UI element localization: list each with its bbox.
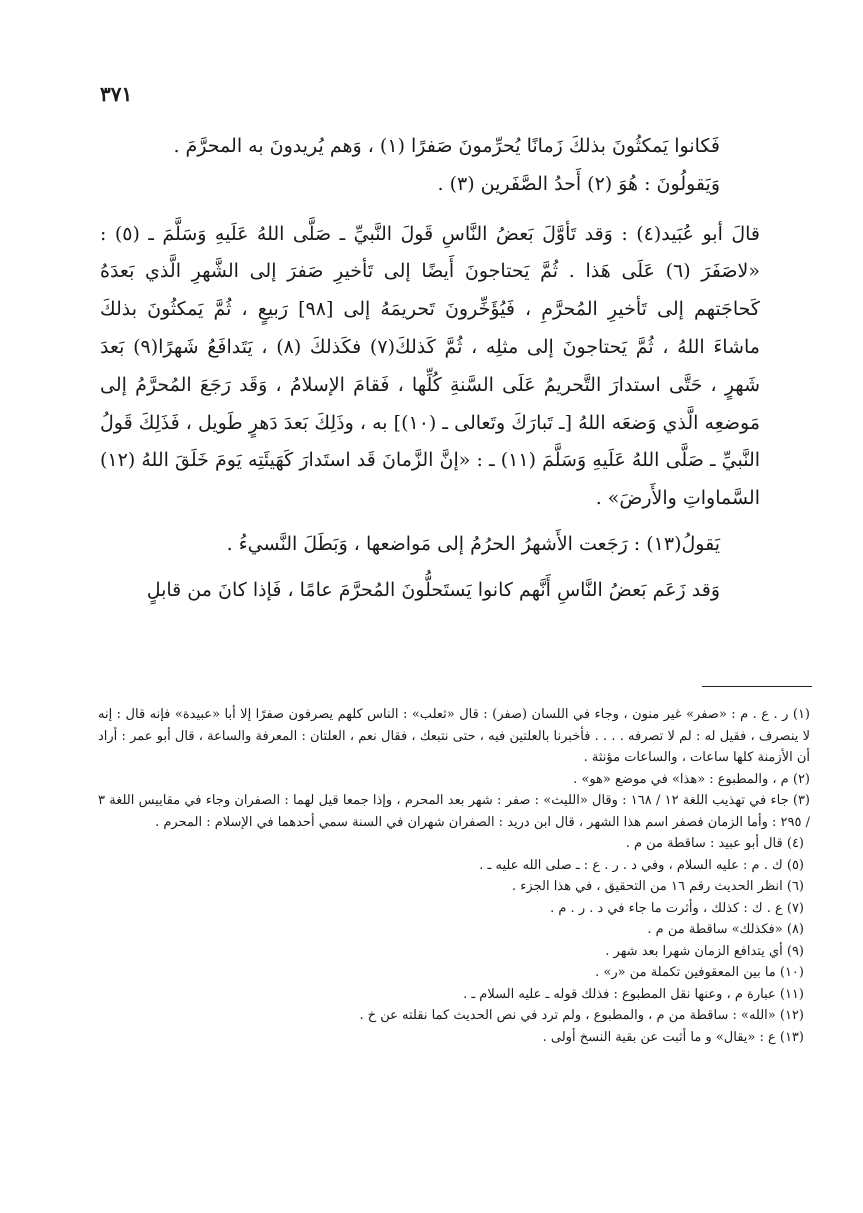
- paragraph: قالَ أبو عُبَيد(٤) : وَقد تَأوَّلَ بَعضُ النَّاسِ قَولَ النَّبيِّ ـ صَلَّى اللهُ عَلَيهِ وَسَلَّمَ ـ (٥) : «لاصَفَرَ (٦) عَلَى هَذا . ثُمَّ يَحتاجونَ أَيضًا إلى تَأخيرِ صَفرَ إلى الشَّهرِ الَّذي بَعدَهُ كَحاجَتهم إلى تَأخيرِ المُحرَّمِ ، فَيُؤَخِّرونَ تَحريمَهُ إلى [٩٨] رَبيعٍ ، ثُمَّ يَمكثُونَ بذلكَ ماشاءَ اللهُ ، ثُمَّ يَحتاجونَ إلى مثلِه ، ثُمَّ كَذلكَ(٧) فكَذلكَ (٨) ، يَتَدافَعُ شَهرًا(٩) بَعدَ شَهرٍ ، حَتَّى استدارَ التَّحريمُ عَلَى السَّنةِ كُلِّها ، فَقامَ الإسلامُ ، وَقَد رَجَعَ المُحرَّمُ إلى مَوضعِه الَّذي وَضعَه اللهُ [ـ تَبارَكَ وتَعالى ـ (١٠)] به ، وذَلِكَ بَعدَ دَهرٍ طَويل ، فَذَلِكَ قَولُ النَّبيِّ ـ صَلَّى اللهُ عَلَيهِ وَسَلَّمَ (١١) ـ : «إنَّ الزَّمانَ قَد استَدارَ كَهَيئَتِه يَومَ خَلَقَ اللهُ (١٢) السَّماواتِ والأَرضَ» .: [100, 222, 761, 510]
- paragraph: يَقولُ(١٣) : رَجَعت الأَشهرُ الحرُمُ إلى مَواضعها ، وَبَطَلَ النَّسيءُ .: [226, 532, 720, 555]
- paragraph: وَيَقولُونَ : هُوَ (٢) أَحدُ الصَّفَرين (٣) .: [437, 172, 720, 195]
- page-number: ٣٧١: [100, 82, 133, 106]
- footnote: (٥) ك . م : عليه السلام ، وفي د . ر . ع : ـ صلى الله عليه ـ .: [479, 857, 804, 873]
- paragraph: فَكانوا يَمكثُونَ بذلكَ زَمانًا يُحرِّمونَ صَفرًا (١) ، وَهم يُريدونَ به المحرَّمَ .: [173, 135, 720, 157]
- main-text: [100, 128, 760, 610]
- footnote: (١٠) ما بين المعقوفين تكملة من «ر» .: [595, 965, 804, 980]
- footnote: (٦) انظر الحديث رقم ١٦ من التحقيق ، في هذا الجزء .: [512, 879, 804, 894]
- footnote: (٤) قال أبو عبيد : ساقطة من م .: [625, 836, 804, 851]
- footnote: (١٣) ع : «يقال» و ما أثبت عن بقية النسخ أولى .: [542, 1029, 804, 1045]
- footnote: (٢) م ، والمطبوع : «هذا» في موضع «هو» .: [573, 771, 810, 787]
- footnote: (٧) ع . ك : كذلك ، وأثرت ما جاء في د . ر . م .: [550, 900, 804, 916]
- footnote-divider: [702, 686, 812, 687]
- footnotes: [98, 704, 810, 1048]
- footnote: (١١) عبارة م ، وعنها نقل المطبوع : فذلك قوله ـ عليه السلام ـ .: [463, 986, 804, 1002]
- footnote: (٨) «فكذلك» ساقطة من م .: [647, 922, 804, 937]
- footnote: (١٢) «الله» : ساقطة من م ، والمطبوع ، ولم ترد في نص الحديث كما نقلته عن خ .: [359, 1008, 804, 1023]
- footnote: (٣) جاء في تهذيب اللغة ١٢ / ١٦٨ : وقال «الليث» : صفر : شهر بعد المحرم ، وإذا جمعا قيل لهما : الصفران وجاء في مقاييس اللغة ٣ / ٢٩٥ : وأما الزمان فصفر اسم هذا الشهر ، قال ابن دريد : الصفران شهران في السنة سمي أحدهما في الإسلام : المحرم .: [98, 793, 810, 830]
- paragraph: وَقد زَعَم بَعضُ النَّاسِ أَنَّهم كانوا يَستَحلُّونَ المُحرَّمَ عامًا ، فَإذا كانَ من قابلٍ: [146, 578, 720, 601]
- footnote: (١) ر . ع . م : «صفر» غير منون ، وجاء في اللسان (صفر) : قال «ثعلب» : الناس كلهم يصرفون صفرًا إلا أبا «عبيدة» فإنه قال : إنه لا ينصرف ، فقيل له : لم لا تصرفه . . . . فأخبرنا بالعلتين فيه ، حتى نتبعك ، فقال نعم ، العلتان : المعرفة والساعة ، قال أبو عمر : أراد أن الأزمنة كلها ساعات ، والساعات مؤنثة .: [98, 707, 810, 765]
- footnote: (٩) أي يتدافع الزمان شهرا بعد شهر .: [605, 943, 804, 959]
